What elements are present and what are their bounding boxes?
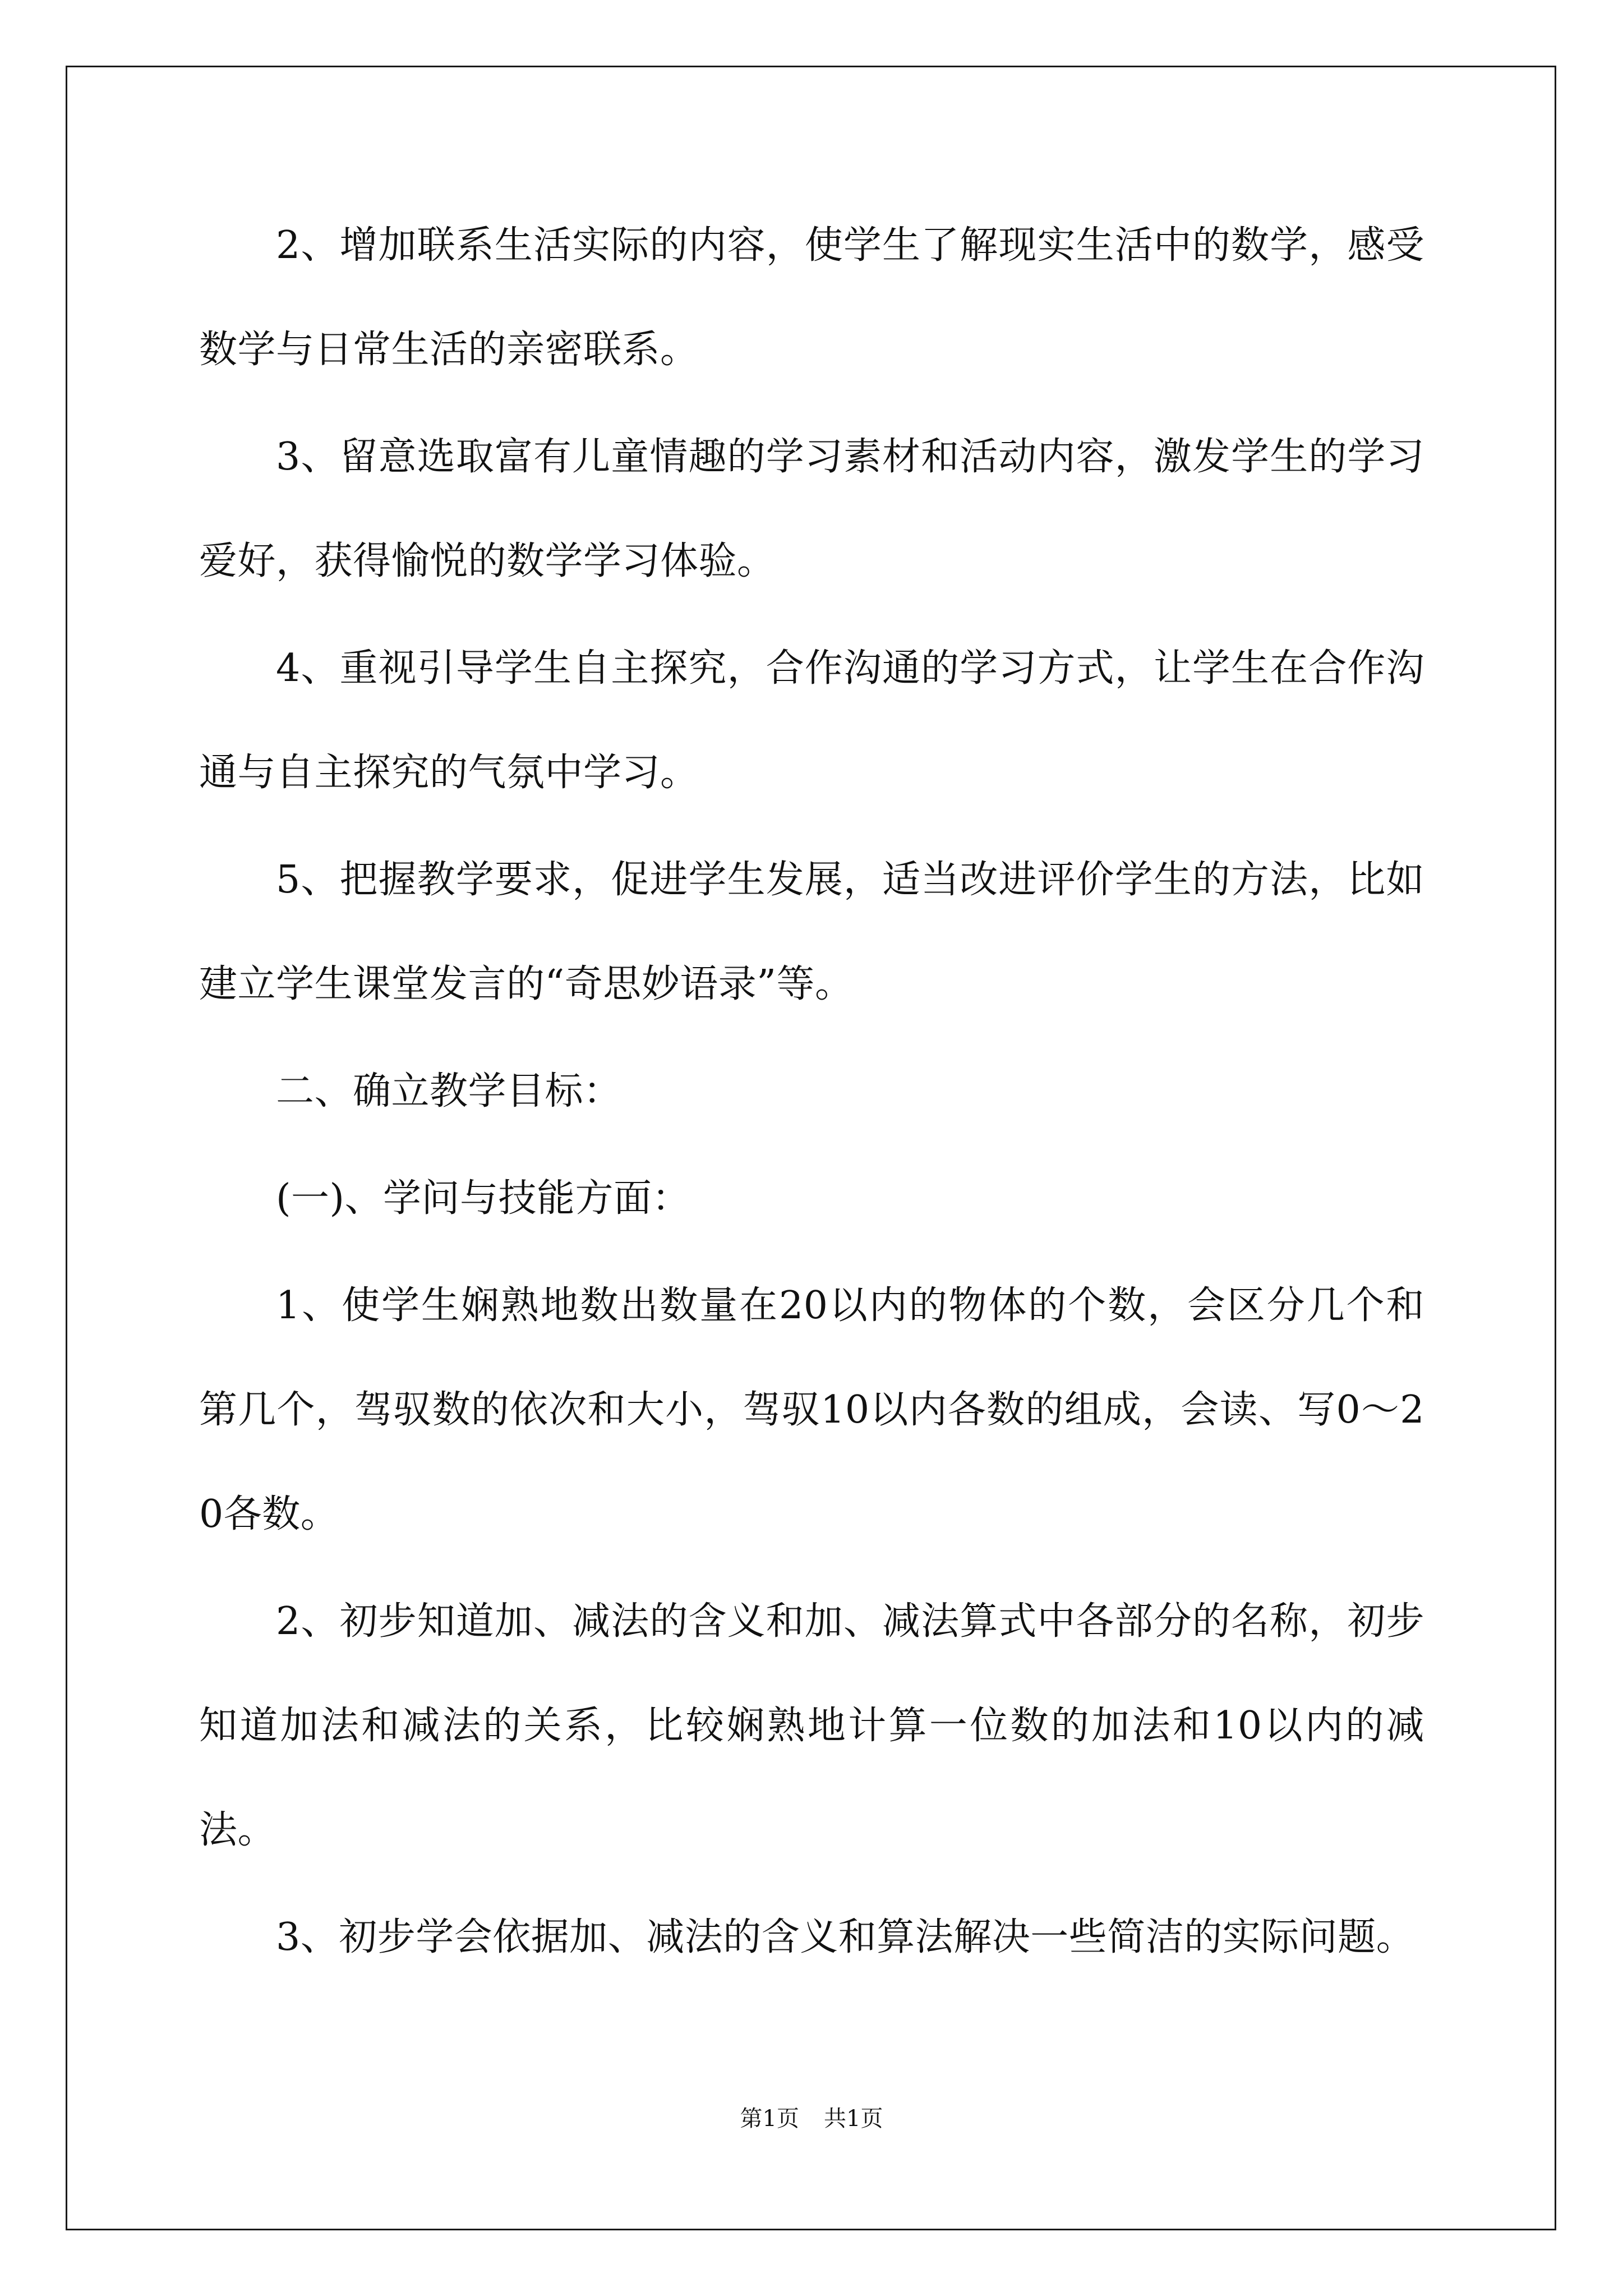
paragraph: 5、把握教学要求，促进学生发展，适当改进评价学生的方法，比如建立学生课堂发言的“奇思妙语录”等。	[199, 858, 1424, 1006]
paragraph: 4、重视引导学生自主探究，合作沟通的学习方式，让学生在合作沟通与自主探究的气氛中学习。	[199, 646, 1424, 795]
paragraph: 1、使学生娴熟地数出数量在20以内的物体的个数，会区分几个和第几个，驾驭数的依次和大小，驾驭10以内各数的组成，会读、写0～20各数。	[199, 1283, 1424, 1536]
page-number: 第1页	[740, 2106, 799, 2132]
subsection-heading: (一)、学问与技能方面：	[276, 1176, 691, 1221]
page-footer	[0, 2101, 1623, 2133]
paragraph: 3、留意选取富有儿童情趣的学习素材和活动内容，激发学生的学习爱好，获得愉悦的数学学习体验。	[199, 435, 1424, 583]
section-heading: 二、确立教学目标：	[276, 1069, 622, 1114]
paragraph: 2、增加联系生活实际的内容，使学生了解现实生活中的数学，感受数学与日常生活的亲密联系。	[199, 223, 1424, 372]
paragraph: 2、初步知道加、减法的含义和加、减法算式中各部分的名称，初步知道加法和减法的关系，比较娴熟地计算一位数的加法和10以内的减法。	[199, 1599, 1424, 1852]
page-total: 共1页	[824, 2106, 883, 2132]
document-body	[199, 194, 1424, 1993]
paragraph: 3、初步学会依据加、减法的含义和算法解决一些简洁的实际问题。	[276, 1915, 1415, 1959]
